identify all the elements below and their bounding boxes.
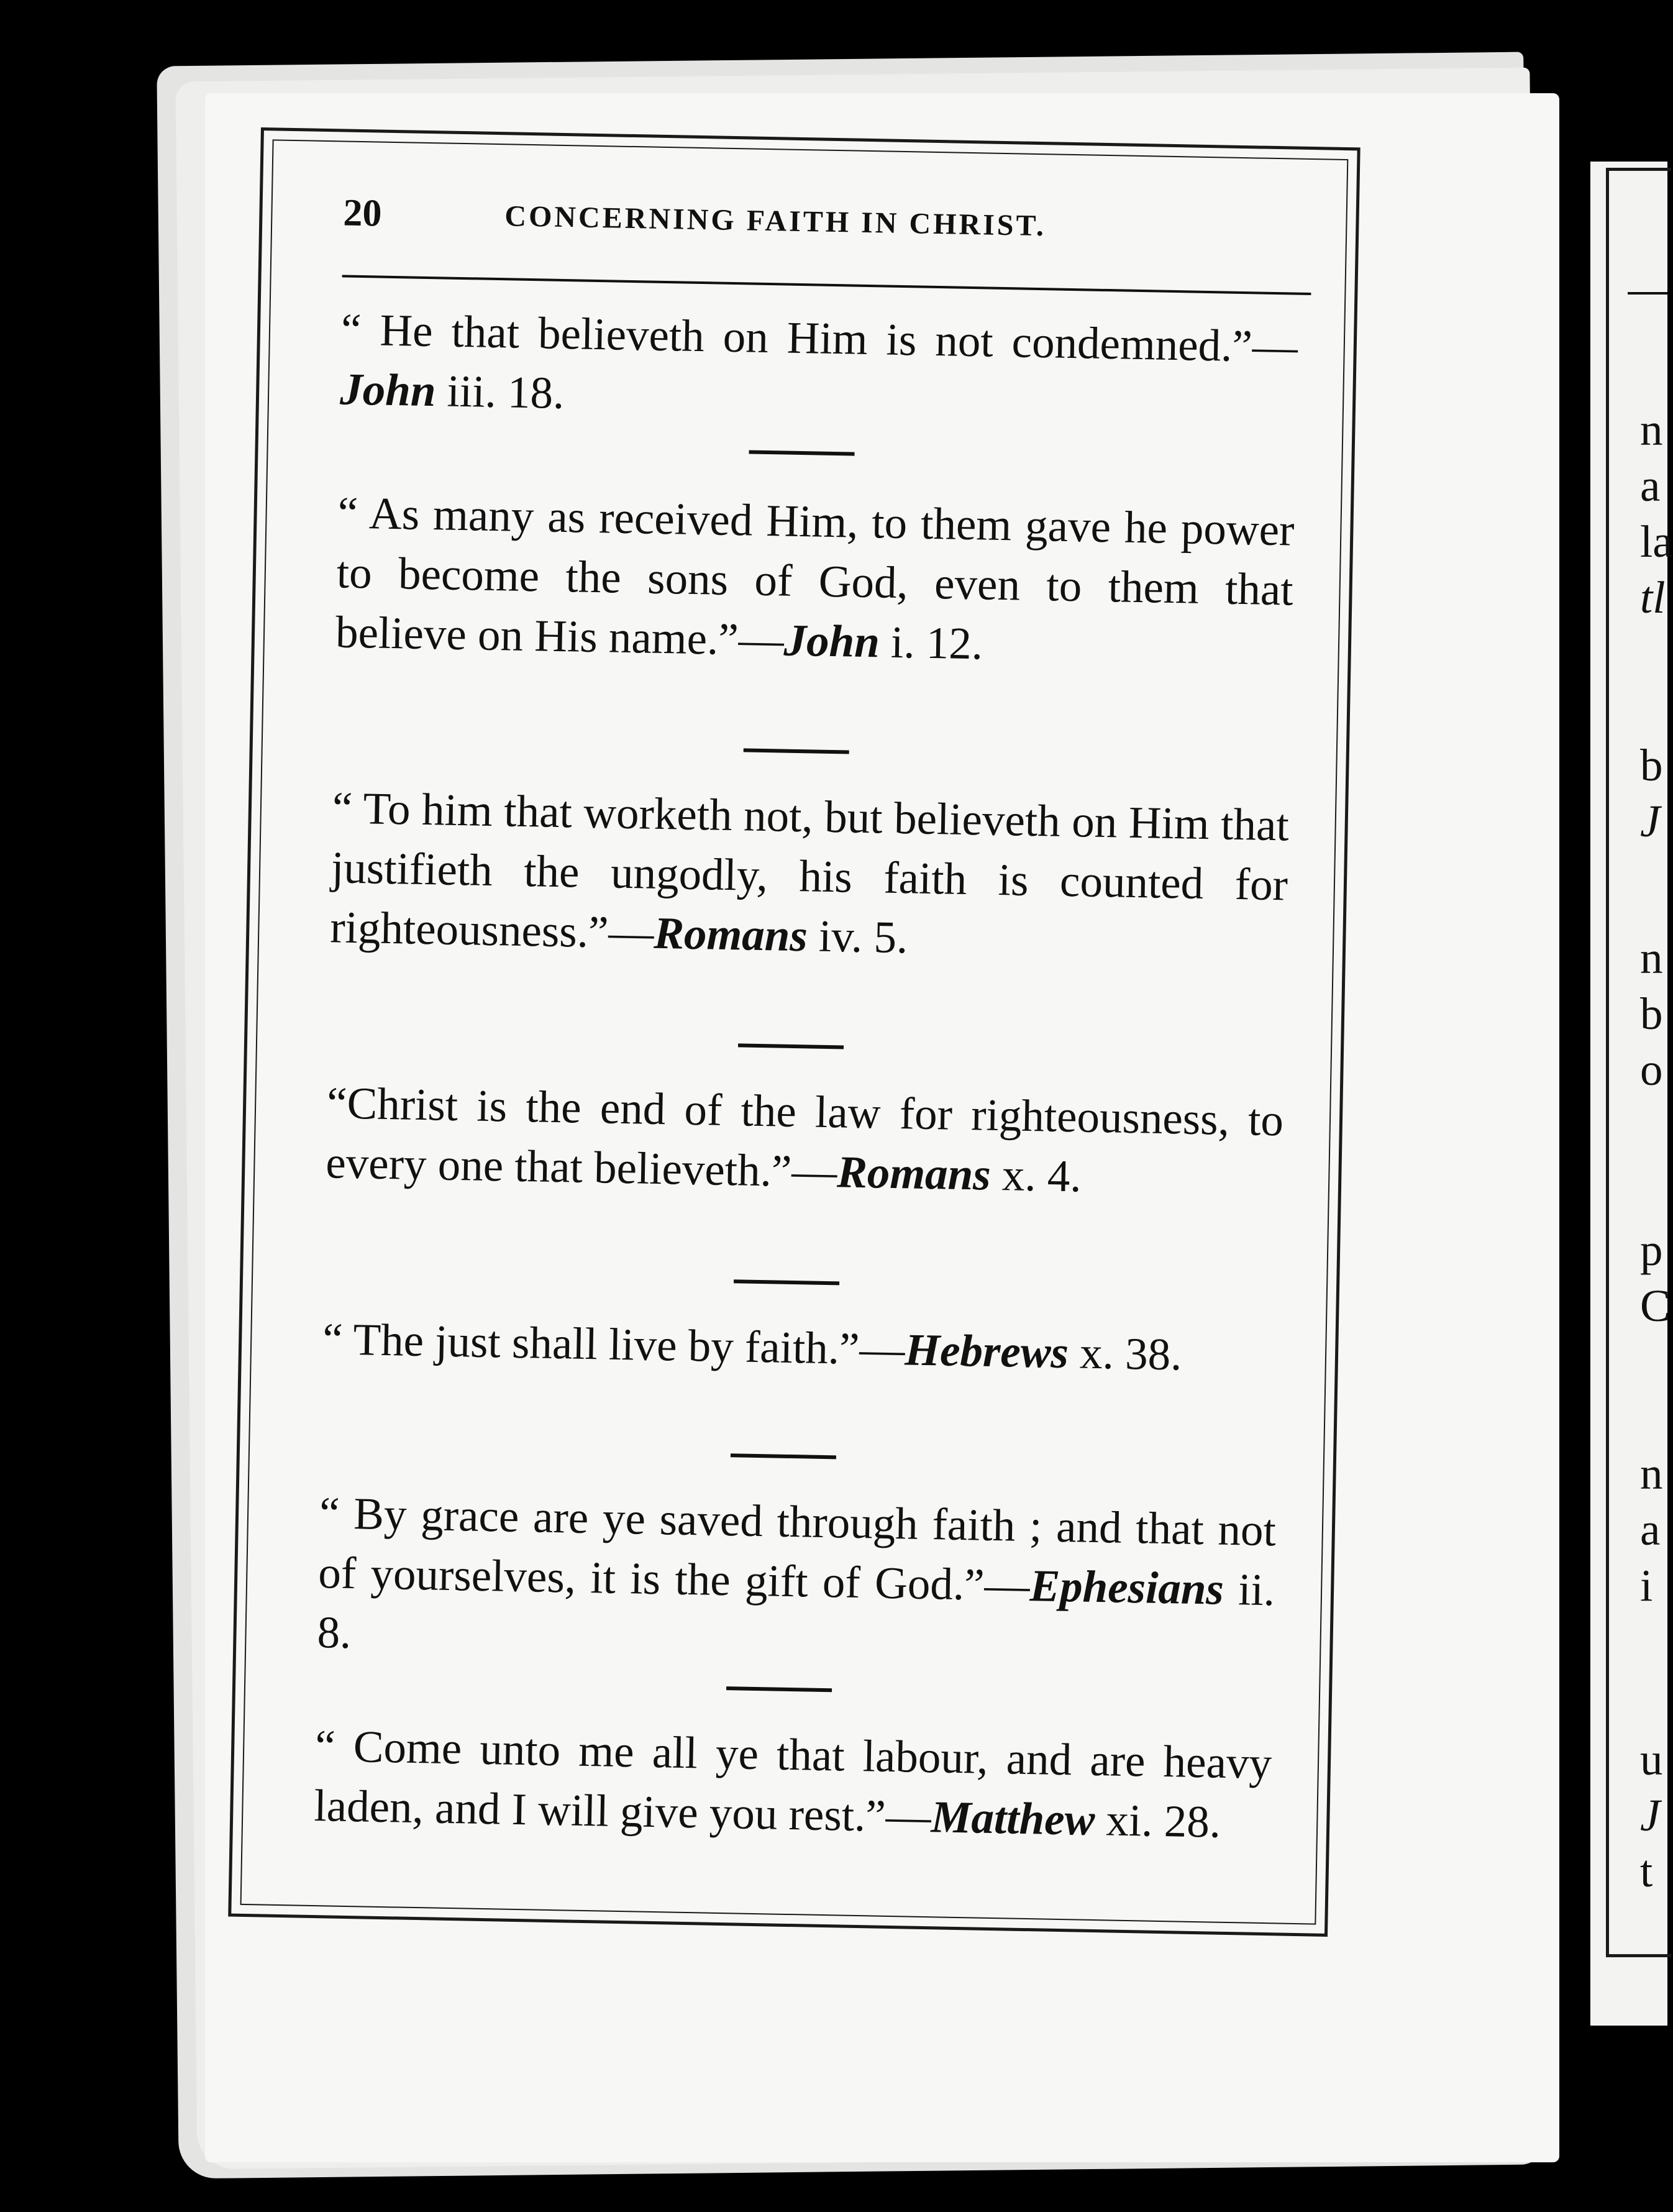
verse-text: “Christ is the end of the law for righteousness, to every one that believeth.”— — [325, 1077, 1284, 1197]
verse-text: “ By grace are ye saved through faith ; and that not of yourselves, it is the gift of God.”— — [317, 1488, 1277, 1611]
verse-text: “ To him that worketh not, but believeth on Him that justifieth the ungodly, his faith is counted for righteousness.”— — [329, 782, 1290, 958]
page-number: 20 — [342, 191, 383, 235]
verse-romans-10-4 — [326, 1073, 1284, 1210]
verse-text: “ As many as received Him, to them gave he power to become the sons of God, even to them that believe on His name.”— — [335, 487, 1295, 665]
next-page-fragment: a — [1640, 1504, 1661, 1555]
next-page-fragment: a — [1640, 460, 1661, 511]
verse-text: “ Come unto me all ye that labour, and are heavy laden, and I will give you rest.”— — [313, 1721, 1272, 1842]
verse-ref: ii. 8. — [316, 1563, 1275, 1658]
verse-ref: iii. 18. — [435, 365, 565, 419]
next-page-fragment: o — [1640, 1044, 1663, 1095]
next-page-fragment: t — [1640, 1846, 1653, 1896]
verse-ephesians-2-8 — [317, 1483, 1277, 1680]
next-page-fragment: la — [1640, 516, 1673, 567]
verse-book: Ephesians — [1029, 1560, 1224, 1614]
verse-matthew-11-28 — [314, 1716, 1272, 1853]
next-page-fragment: n — [1640, 404, 1663, 455]
next-page-fragment: C — [1640, 1281, 1671, 1331]
verse-book: Matthew — [930, 1791, 1096, 1845]
running-head: CONCERNING FAITH IN CHRIST. — [504, 199, 1047, 243]
verse-book: John — [339, 363, 437, 416]
verse-ref: i. 12. — [879, 616, 983, 669]
verse-ref: x. 4. — [990, 1149, 1082, 1202]
next-page-fragment: tl — [1640, 572, 1666, 623]
verse-romans-4-5 — [330, 778, 1290, 974]
next-page-fragment: u — [1640, 1734, 1663, 1785]
verse-text: “ He that believeth on Him is not condemned.”— — [340, 304, 1298, 372]
verse-text: “ The just shall live by faith.”— — [322, 1314, 906, 1375]
verse-book: Hebrews — [904, 1324, 1069, 1378]
next-page-fragment: b — [1640, 989, 1663, 1039]
next-page-fragment: n — [1640, 1448, 1663, 1499]
verse-book: Romans — [836, 1146, 991, 1200]
next-page-header-rule — [1628, 292, 1667, 295]
next-page-fragment: J — [1640, 1790, 1661, 1840]
next-page-fragment: n — [1640, 933, 1663, 983]
next-page-fragment: J — [1640, 796, 1661, 846]
next-page-fragment: i — [1640, 1560, 1653, 1611]
verse-ref: iv. 5. — [807, 910, 909, 963]
verse-john-1-12 — [335, 483, 1295, 679]
next-page-fragment: p — [1640, 1225, 1663, 1275]
next-page-fragment: b — [1640, 740, 1663, 790]
verse-book: Romans — [653, 907, 808, 961]
verse-book: John — [783, 615, 880, 667]
page-frame — [228, 127, 1360, 1937]
verse-john-3-18 — [339, 299, 1298, 436]
verse-ref: xi. 28. — [1094, 1794, 1221, 1847]
verse-ref: x. 38. — [1068, 1327, 1183, 1380]
